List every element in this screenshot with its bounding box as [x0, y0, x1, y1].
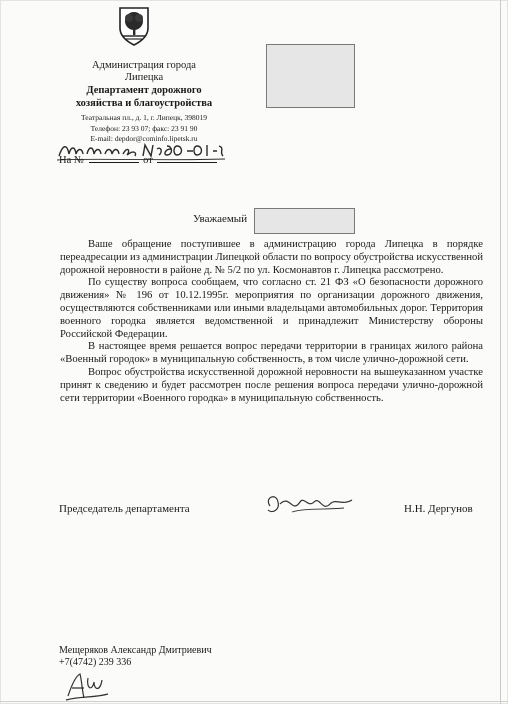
scan-edge-right: [500, 0, 501, 704]
department-name-line1: Департамент дорожного: [86, 85, 202, 96]
paragraph-1: Ваше обращение поступившее в администрацию города Липецка в порядке переадресации из администрации Липецкой области по вопросу обустройства искусственной дорожной неровности в районе д. № 5/2 по ул. Космонавтов г. Липецка рассмотрено.: [60, 239, 484, 276]
reply-reference-line: [59, 155, 217, 166]
reply-number-blank: [89, 162, 139, 163]
department-email: E-mail: depdor@cominfo.lipetsk.ru: [90, 134, 198, 143]
department-name-line2: хозяйства и благоустройства: [75, 98, 213, 109]
signatory-position: Председатель департамента: [59, 503, 190, 515]
department-phone: Телефон: 23 93 07; факс: 23 91 90: [90, 124, 198, 133]
paragraph-4: Вопрос обустройства искусственной дорожной неровности на вышеуказанном участке принят к сведению и будет рассмотрен после решения вопроса передачи улично-дорожной сети территории «Военного городка» в муниципальную собственность.: [60, 366, 483, 404]
executor-phone: +7(4742) 239 336: [59, 657, 132, 668]
reply-date-blank: [157, 162, 217, 163]
org-name-line1: Администрация города: [92, 60, 196, 71]
handwritten-signature: [262, 490, 358, 524]
org-name-line2: Липецка: [124, 72, 164, 83]
on-number-label: На №: [59, 155, 84, 166]
executor-block: [59, 645, 212, 669]
from-label: от: [143, 155, 153, 166]
signatory-name: Н.Н. Дергунов: [404, 503, 473, 515]
letter-body: [60, 239, 483, 405]
coat-of-arms-icon: [118, 6, 150, 46]
salutation: Уважаемый: [193, 213, 248, 225]
paragraph-2: По существу вопроса сообщаем, что согласно ст. 21 ФЗ «О безопасности дорожного движения» № 196 от 10.12.1995г. мероприятия по организации дорожного движения, осуществляются собственниками или иными владельцами автомобильных дорог. Территория военного городка является ведомственной и принадлежит Министерству обороны Российской Федерации.: [60, 277, 483, 340]
redacted-recipient-name: [254, 208, 355, 234]
handwritten-initials: [62, 670, 112, 702]
redacted-recipient-address: [266, 44, 355, 108]
executor-name: Мещеряков Александр Дмитриевич: [59, 645, 212, 656]
department-address: Театральная пл., д. 1, г. Липецк, 398019: [81, 113, 207, 122]
paragraph-3: В настоящее время решается вопрос передачи территории в границах жилого района «Военный городок» в муниципальную собственность, в том числе улично-дорожной сети.: [60, 341, 483, 366]
